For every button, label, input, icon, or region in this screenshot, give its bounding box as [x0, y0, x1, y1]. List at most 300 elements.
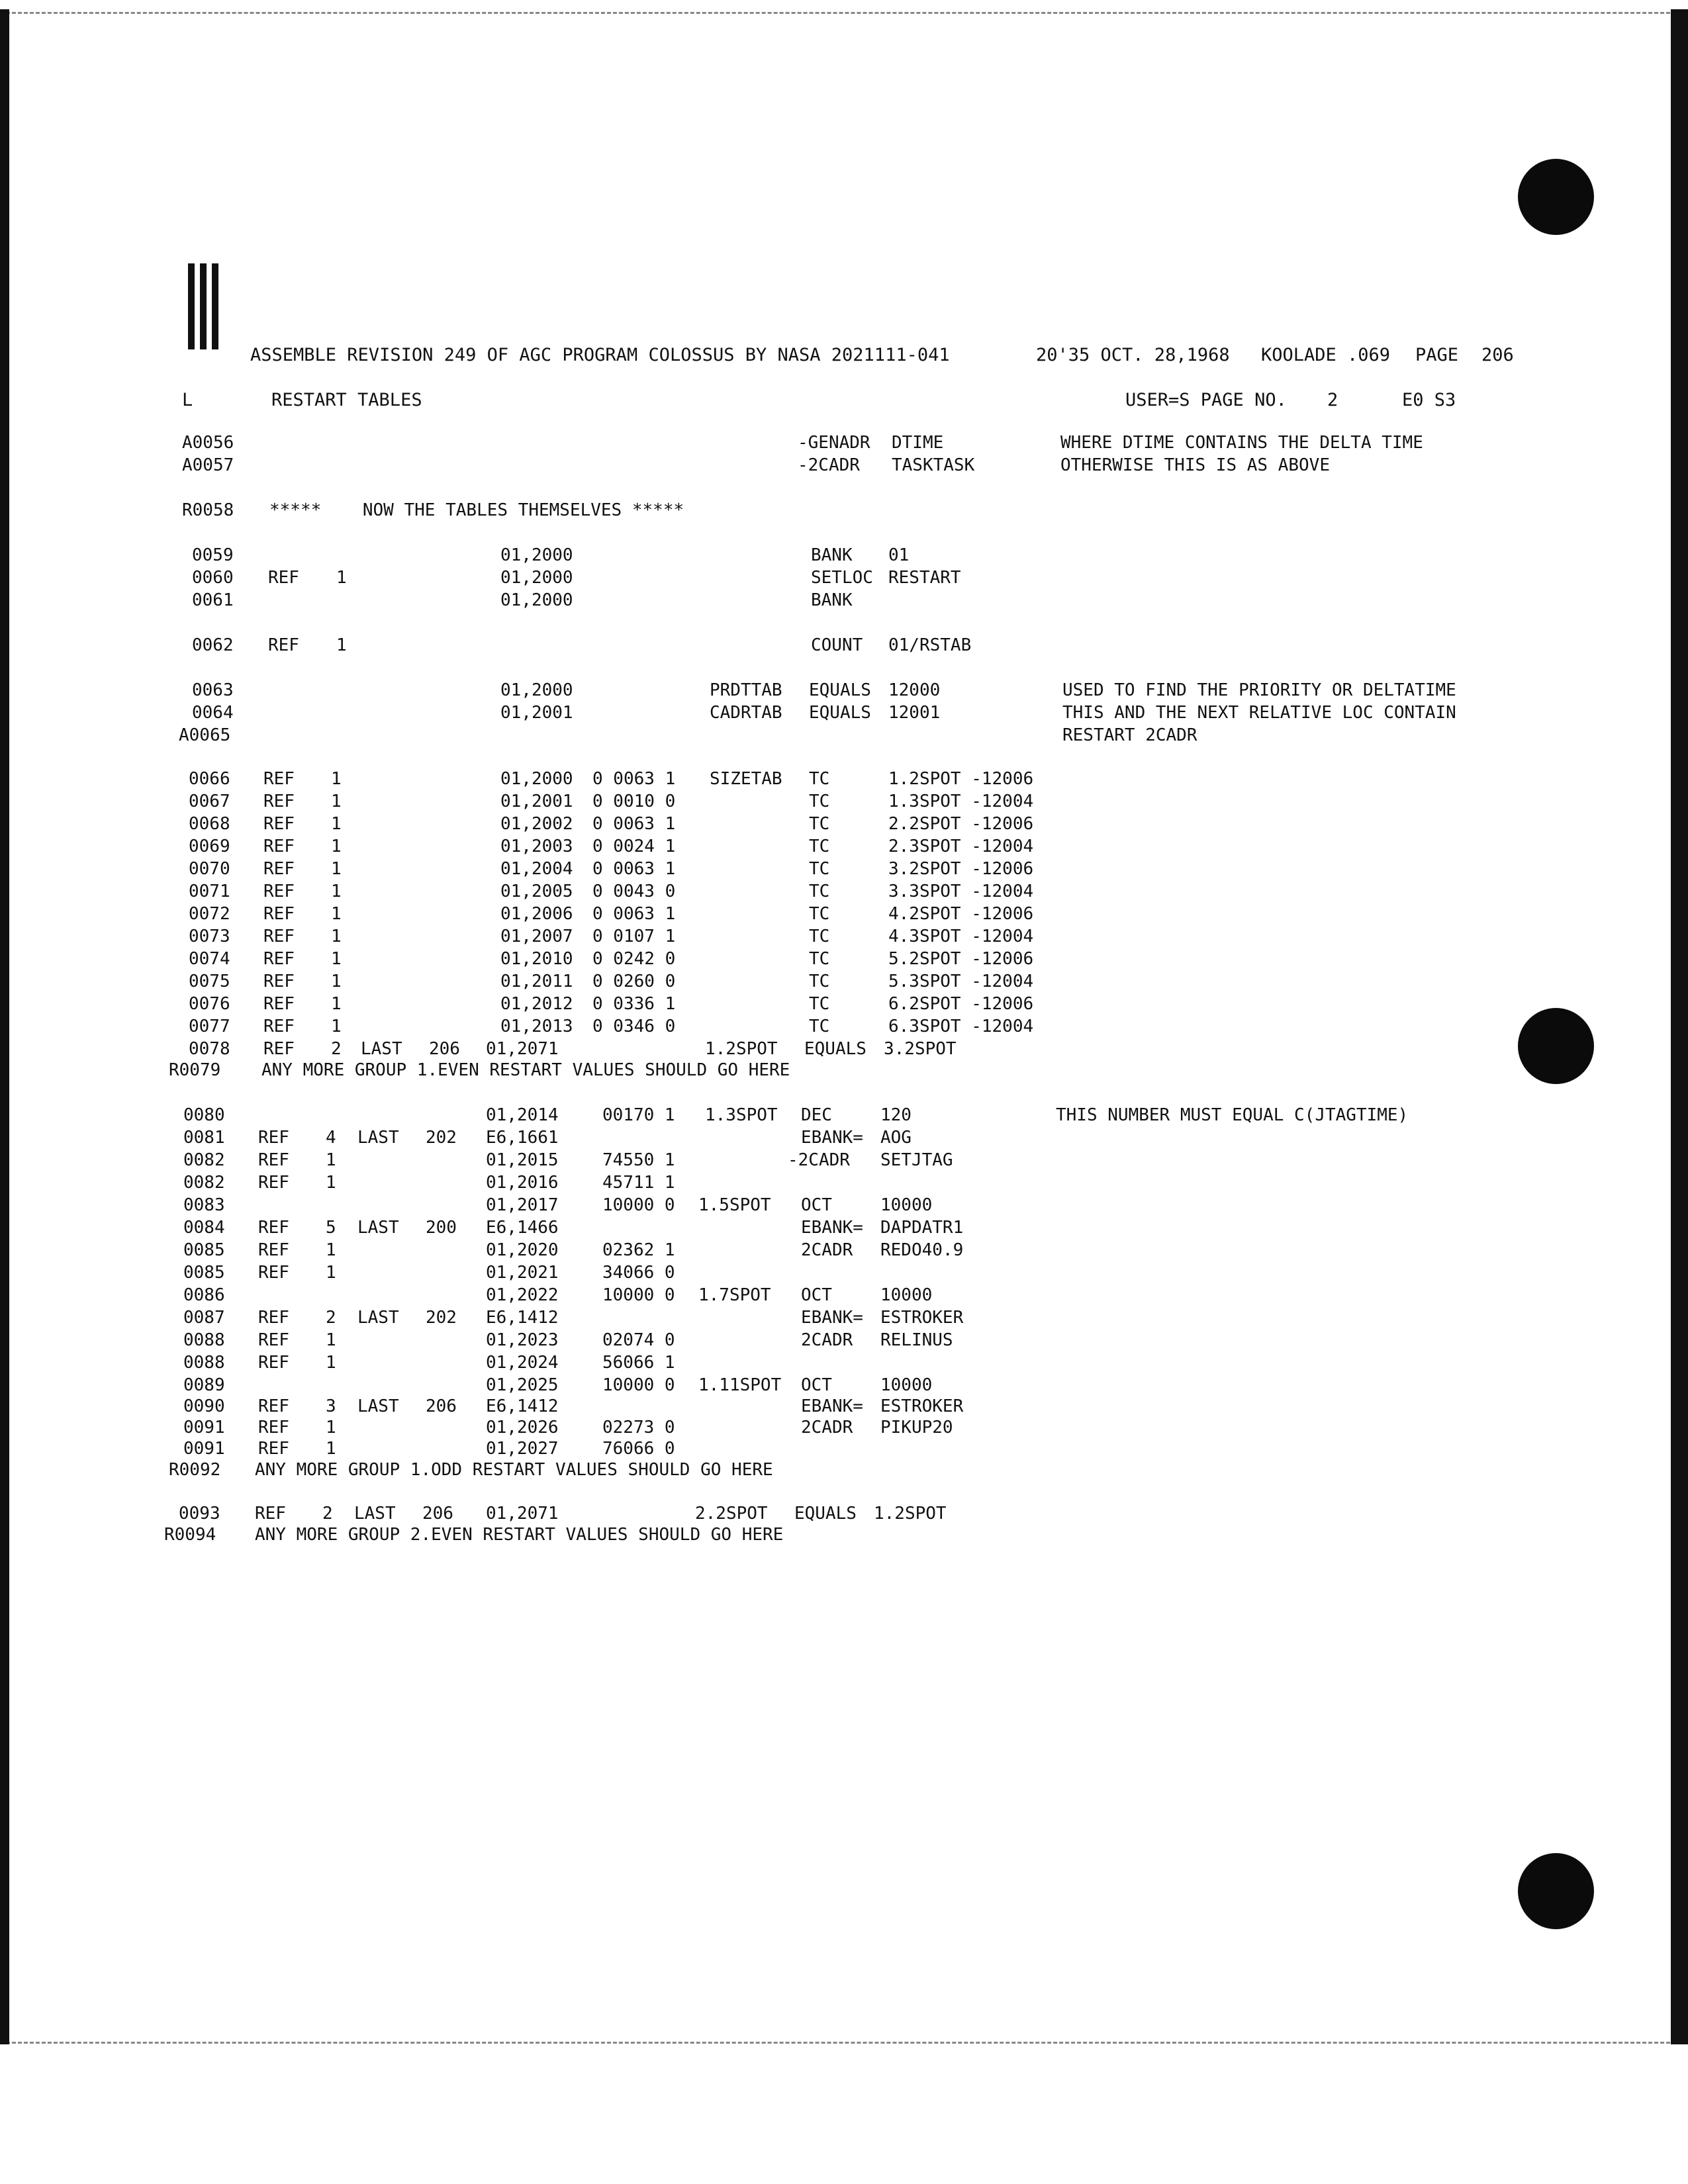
line-op: EBANK= — [801, 1128, 863, 1148]
line-op: 2CADR — [801, 1330, 853, 1350]
line-operand: 6.3SPOT -12004 — [888, 1017, 1034, 1036]
line-operand: 10000 — [880, 1195, 933, 1215]
line-text: ANY MORE GROUP 1.EVEN RESTART VALUES SHOULD GO HERE — [261, 1060, 790, 1080]
listing-timestamp: 20'35 OCT. 28,1968 — [1036, 345, 1230, 365]
line-op: 2CADR — [801, 1240, 853, 1260]
line-id: 0063 — [192, 680, 234, 700]
line-operand: ESTROKER — [880, 1396, 964, 1416]
listing-line — [0, 1459, 1688, 1481]
line-op: TC — [809, 927, 830, 946]
line-op: OCT — [801, 1285, 832, 1305]
line-lastnum: 206 — [429, 1039, 460, 1059]
line-loc: 01,2015 — [486, 1150, 559, 1170]
listing-line — [0, 925, 1688, 948]
punch-hole-top — [1518, 159, 1594, 235]
line-ref: REF — [263, 769, 295, 789]
line-ref: REF — [263, 859, 295, 879]
line-ref: REF — [263, 1017, 295, 1036]
line-op: TC — [809, 904, 830, 924]
line-operand: 10000 — [880, 1285, 933, 1305]
page-number: 206 — [1481, 345, 1514, 365]
line-id: 0073 — [189, 927, 230, 946]
line-code: 0 0063 1 — [592, 859, 676, 879]
line-ref: REF — [258, 1396, 289, 1416]
line-ref: REF — [258, 1240, 289, 1260]
line-id: 0074 — [189, 949, 230, 969]
line-loc: 01,2004 — [500, 859, 573, 879]
line-id: 0081 — [183, 1128, 225, 1148]
listing-line — [0, 1059, 1688, 1081]
line-id: 0091 — [183, 1418, 225, 1437]
line-operand: 3.2SPOT -12006 — [888, 859, 1034, 879]
listing-line — [0, 993, 1688, 1015]
listing-line — [0, 634, 1688, 657]
listing-line — [0, 948, 1688, 970]
listing-line — [0, 1171, 1688, 1194]
line-op: 2CADR — [801, 1418, 853, 1437]
listing-line — [0, 1038, 1688, 1060]
line-operand: PIKUP20 — [880, 1418, 953, 1437]
line-loc: 01,2006 — [500, 904, 573, 924]
line-operand: DAPDATR1 — [880, 1218, 964, 1238]
line-loc: 01,2010 — [500, 949, 573, 969]
line-operand: 120 — [880, 1105, 912, 1125]
line-id: 0082 — [183, 1173, 225, 1193]
line-code: 56066 1 — [602, 1353, 675, 1373]
line-operand: AOG — [880, 1128, 912, 1148]
line-id: 0071 — [189, 882, 230, 901]
line-code: 0 0043 0 — [592, 882, 676, 901]
line-loc: 01,2005 — [500, 882, 573, 901]
listing-line — [0, 1416, 1688, 1439]
listing-line — [0, 858, 1688, 880]
line-code: 10000 0 — [602, 1195, 675, 1215]
listing-line — [0, 499, 1688, 522]
line-loc: 01,2022 — [486, 1285, 559, 1305]
line-id: 0059 — [192, 545, 234, 565]
line-loc: 01,2000 — [500, 769, 573, 789]
line-label: 1.3SPOT — [705, 1105, 778, 1125]
line-op: TC — [809, 882, 830, 901]
listing-line — [0, 544, 1688, 567]
line-code: 0 0024 1 — [592, 837, 676, 856]
line-op: EBANK= — [801, 1218, 863, 1238]
line-label: 2.2SPOT — [695, 1504, 768, 1524]
line-loc: 01,2025 — [486, 1375, 559, 1395]
listing-line — [0, 903, 1688, 925]
line-loc: 01,2000 — [500, 568, 573, 588]
listing-line — [0, 1104, 1688, 1126]
line-code: 74550 1 — [602, 1150, 675, 1170]
user-page-code: E0 S3 — [1402, 390, 1456, 410]
line-loc: 01,2071 — [486, 1504, 559, 1524]
line-loc: 01,2000 — [500, 545, 573, 565]
line-refnum: 1 — [326, 1330, 336, 1350]
listing-title: ASSEMBLE REVISION 249 OF AGC PROGRAM COLOSSUS BY NASA 2021111-041 — [250, 345, 950, 365]
line-operand: TASKTASK — [892, 455, 975, 475]
listing-operator: KOOLADE .069 — [1261, 345, 1391, 365]
line-ref: REF — [258, 1353, 289, 1373]
line-refnum: 1 — [326, 1240, 336, 1260]
listing-line — [0, 1194, 1688, 1216]
line-code: 0 0063 1 — [592, 904, 676, 924]
line-label: 1.7SPOT — [698, 1285, 771, 1305]
line-op: TC — [809, 814, 830, 834]
listing-line — [0, 589, 1688, 612]
line-ref: REF — [258, 1418, 289, 1437]
line-loc: 01,2014 — [486, 1105, 559, 1125]
section-title: RESTART TABLES — [271, 390, 422, 410]
listing-line — [0, 1239, 1688, 1261]
line-id: 0090 — [183, 1396, 225, 1416]
line-refnum: 1 — [331, 792, 342, 811]
line-id: 0087 — [183, 1308, 225, 1328]
listing-line — [0, 1126, 1688, 1149]
line-loc: E6,1661 — [486, 1128, 559, 1148]
line-ref: REF — [258, 1218, 289, 1238]
line-ref: REF — [263, 994, 295, 1014]
line-lastnum: 206 — [422, 1504, 453, 1524]
line-ref: REF — [258, 1308, 289, 1328]
line-ref: REF — [258, 1173, 289, 1193]
line-label: 1.5SPOT — [698, 1195, 771, 1215]
line-refnum: 1 — [326, 1439, 336, 1459]
line-refnum: 1 — [326, 1418, 336, 1437]
listing-line — [0, 1015, 1688, 1038]
line-id: 0066 — [189, 769, 230, 789]
line-label: SIZETAB — [710, 769, 782, 789]
line-op: -GENADR — [798, 433, 870, 453]
line-id: 0078 — [189, 1039, 230, 1059]
line-op: -2CADR — [788, 1150, 850, 1170]
line-refnum: 1 — [326, 1150, 336, 1170]
line-operand: 1.2SPOT — [874, 1504, 947, 1524]
listing-line — [0, 1329, 1688, 1351]
line-refnum: 1 — [331, 972, 342, 991]
line-refnum: 1 — [331, 769, 342, 789]
line-loc: 01,2017 — [486, 1195, 559, 1215]
line-op: TC — [809, 769, 830, 789]
line-text: ***** NOW THE TABLES THEMSELVES ***** — [269, 500, 684, 520]
line-refnum: 1 — [326, 1353, 336, 1373]
line-refnum: 1 — [331, 814, 342, 834]
line-id: A0065 — [179, 725, 231, 745]
line-code: 00170 1 — [602, 1105, 675, 1125]
line-loc: 01,2007 — [500, 927, 573, 946]
line-id: 0068 — [189, 814, 230, 834]
line-label: CADRTAB — [710, 703, 782, 723]
line-operand: 6.2SPOT -12006 — [888, 994, 1034, 1014]
line-code: 0 0063 1 — [592, 814, 676, 834]
line-code: 02273 0 — [602, 1418, 675, 1437]
listing-line — [0, 1374, 1688, 1396]
line-id: A0056 — [182, 433, 234, 453]
line-loc: E6,1412 — [486, 1396, 559, 1416]
line-id: 0089 — [183, 1375, 225, 1395]
line-refnum: 1 — [331, 1017, 342, 1036]
line-loc: 01,2016 — [486, 1173, 559, 1193]
line-last: LAST — [357, 1396, 399, 1416]
line-loc: 01,2002 — [500, 814, 573, 834]
line-id: A0057 — [182, 455, 234, 475]
line-operand: 12001 — [888, 703, 941, 723]
line-code: 45711 1 — [602, 1173, 675, 1193]
line-op: TC — [809, 994, 830, 1014]
line-id: 0086 — [183, 1285, 225, 1305]
line-id: 0088 — [183, 1353, 225, 1373]
listing-line — [0, 567, 1688, 589]
line-operand: DTIME — [892, 433, 944, 453]
line-op: BANK — [811, 590, 853, 610]
line-operand: 2.3SPOT -12004 — [888, 837, 1034, 856]
line-operand: RELINUS — [880, 1330, 953, 1350]
line-code: 02362 1 — [602, 1240, 675, 1260]
line-code: 0 0063 1 — [592, 769, 676, 789]
line-refnum: 1 — [326, 1173, 336, 1193]
line-refnum: 5 — [326, 1218, 336, 1238]
line-refnum: 1 — [336, 568, 347, 588]
line-id: R0092 — [169, 1460, 221, 1480]
line-code: 0 0336 1 — [592, 994, 676, 1014]
listing-line — [0, 702, 1688, 724]
line-last: LAST — [354, 1504, 396, 1524]
line-ref: REF — [263, 949, 295, 969]
listing-line — [0, 790, 1688, 813]
line-refnum: 1 — [331, 837, 342, 856]
line-op: TC — [809, 792, 830, 811]
listing-line — [0, 724, 1688, 747]
line-operand: 1.3SPOT -12004 — [888, 792, 1034, 811]
line-loc: E6,1466 — [486, 1218, 559, 1238]
listing-line — [0, 454, 1688, 477]
line-loc: 01,2000 — [500, 590, 573, 610]
line-operand: SETJTAG — [880, 1150, 953, 1170]
line-loc: 01,2000 — [500, 680, 573, 700]
line-loc: 01,2021 — [486, 1263, 559, 1283]
line-operand: 2.2SPOT -12006 — [888, 814, 1034, 834]
line-lastnum: 200 — [426, 1218, 457, 1238]
line-last: LAST — [361, 1039, 402, 1059]
line-loc: E6,1412 — [486, 1308, 559, 1328]
line-refnum: 4 — [326, 1128, 336, 1148]
line-loc: 01,2026 — [486, 1418, 559, 1437]
line-code: 0 0260 0 — [592, 972, 676, 991]
line-loc: 01,2020 — [486, 1240, 559, 1260]
listing-line — [0, 432, 1688, 454]
line-id: 0064 — [192, 703, 234, 723]
line-id: R0094 — [164, 1525, 216, 1545]
line-loc: 01,2071 — [486, 1039, 559, 1059]
line-ref: REF — [263, 927, 295, 946]
line-refnum: 1 — [336, 635, 347, 655]
line-operand: 1.2SPOT -12006 — [888, 769, 1034, 789]
line-id: 0069 — [189, 837, 230, 856]
line-ref: REF — [255, 1504, 286, 1524]
line-ref: REF — [263, 904, 295, 924]
listing-line — [0, 813, 1688, 835]
line-op: OCT — [801, 1195, 832, 1215]
listing-line — [0, 1306, 1688, 1329]
line-operand: 3.3SPOT -12004 — [888, 882, 1034, 901]
line-code: 76066 0 — [602, 1439, 675, 1459]
line-operand: 10000 — [880, 1375, 933, 1395]
line-id: 0093 — [179, 1504, 220, 1524]
line-id: 0077 — [189, 1017, 230, 1036]
line-id: R0058 — [182, 500, 234, 520]
line-code: 34066 0 — [602, 1263, 675, 1283]
line-id: 0080 — [183, 1105, 225, 1125]
listing-line — [0, 1261, 1688, 1284]
line-ref: REF — [268, 635, 299, 655]
line-id: 0075 — [189, 972, 230, 991]
listing-line — [0, 768, 1688, 790]
line-ref: REF — [258, 1439, 289, 1459]
line-id: 0067 — [189, 792, 230, 811]
line-id: 0061 — [192, 590, 234, 610]
line-code: 02074 0 — [602, 1330, 675, 1350]
line-operand: REDO40.9 — [880, 1240, 964, 1260]
line-op: SETLOC — [811, 568, 873, 588]
line-loc: 01,2011 — [500, 972, 573, 991]
line-lastnum: 202 — [426, 1308, 457, 1328]
line-refnum: 2 — [322, 1504, 333, 1524]
line-op: EQUALS — [809, 703, 871, 723]
listing-line — [0, 1524, 1688, 1546]
line-label: 1.2SPOT — [705, 1039, 778, 1059]
line-refnum: 1 — [331, 859, 342, 879]
line-code: 0 0010 0 — [592, 792, 676, 811]
line-ref: REF — [263, 814, 295, 834]
line-last: LAST — [357, 1308, 399, 1328]
line-code: 10000 0 — [602, 1375, 675, 1395]
section-header — [0, 389, 1688, 412]
line-loc: 01,2023 — [486, 1330, 559, 1350]
page-edge-top — [0, 0, 1688, 14]
line-id: 0062 — [192, 635, 234, 655]
line-lastnum: 206 — [426, 1396, 457, 1416]
listing-header — [0, 344, 1688, 367]
line-loc: 01,2013 — [500, 1017, 573, 1036]
line-comment: THIS AND THE NEXT RELATIVE LOC CONTAIN — [1062, 703, 1456, 723]
punch-hole-bottom — [1518, 1853, 1594, 1929]
line-ref: REF — [263, 837, 295, 856]
line-operand: 01 — [888, 545, 910, 565]
line-operand: 5.3SPOT -12004 — [888, 972, 1034, 991]
line-refnum: 2 — [326, 1308, 336, 1328]
line-code: 0 0242 0 — [592, 949, 676, 969]
line-refnum: 1 — [331, 927, 342, 946]
line-loc: 01,2001 — [500, 792, 573, 811]
line-code: 10000 0 — [602, 1285, 675, 1305]
line-label: PRDTTAB — [710, 680, 782, 700]
line-op: TC — [809, 859, 830, 879]
line-operand: 01/RSTAB — [888, 635, 972, 655]
line-op: DEC — [801, 1105, 832, 1125]
line-id: 0072 — [189, 904, 230, 924]
line-refnum: 1 — [331, 994, 342, 1014]
line-comment: RESTART 2CADR — [1062, 725, 1197, 745]
listing-line — [0, 1437, 1688, 1460]
line-ref: REF — [258, 1330, 289, 1350]
line-loc: 01,2012 — [500, 994, 573, 1014]
line-id: 0082 — [183, 1150, 225, 1170]
line-id: 0070 — [189, 859, 230, 879]
line-last: LAST — [357, 1218, 399, 1238]
line-id: 0085 — [183, 1263, 225, 1283]
line-id: 0091 — [183, 1439, 225, 1459]
line-id: 0060 — [192, 568, 234, 588]
listing-line — [0, 1502, 1688, 1525]
line-op: BANK — [811, 545, 853, 565]
line-code: 0 0107 1 — [592, 927, 676, 946]
line-ref: REF — [258, 1263, 289, 1283]
line-operand: 5.2SPOT -12006 — [888, 949, 1034, 969]
line-refnum: 3 — [326, 1396, 336, 1416]
line-refnum: 1 — [326, 1263, 336, 1283]
listing-line — [0, 679, 1688, 702]
line-operand: 4.2SPOT -12006 — [888, 904, 1034, 924]
line-label: 1.11SPOT — [698, 1375, 782, 1395]
listing-line — [0, 1351, 1688, 1374]
line-op: TC — [809, 949, 830, 969]
line-id: 0084 — [183, 1218, 225, 1238]
line-loc: 01,2003 — [500, 837, 573, 856]
line-ref: REF — [263, 882, 295, 901]
line-op: COUNT — [811, 635, 863, 655]
listing-line — [0, 1395, 1688, 1418]
line-comment: THIS NUMBER MUST EQUAL C(JTAGTIME) — [1056, 1105, 1409, 1125]
line-loc: 01,2027 — [486, 1439, 559, 1459]
line-operand: RESTART — [888, 568, 961, 588]
listing-line — [0, 1149, 1688, 1171]
listing-line — [0, 970, 1688, 993]
line-operand: 3.2SPOT — [884, 1039, 957, 1059]
user-page-label: USER=S PAGE NO. — [1125, 390, 1287, 410]
line-text: ANY MORE GROUP 1.ODD RESTART VALUES SHOULD GO HERE — [255, 1460, 773, 1480]
line-text: ANY MORE GROUP 2.EVEN RESTART VALUES SHOULD GO HERE — [255, 1525, 784, 1545]
section-code: L — [182, 390, 193, 410]
line-id: 0083 — [183, 1195, 225, 1215]
line-ref: REF — [258, 1150, 289, 1170]
line-op: TC — [809, 837, 830, 856]
line-operand: ESTROKER — [880, 1308, 964, 1328]
line-refnum: 1 — [331, 904, 342, 924]
line-id: 0088 — [183, 1330, 225, 1350]
line-ref: REF — [263, 1039, 295, 1059]
listing-line — [0, 880, 1688, 903]
line-op: EQUALS — [794, 1504, 857, 1524]
binder-mark — [188, 263, 226, 349]
line-id: R0079 — [169, 1060, 221, 1080]
line-loc: 01,2024 — [486, 1353, 559, 1373]
line-operand: 4.3SPOT -12004 — [888, 927, 1034, 946]
line-op: TC — [809, 972, 830, 991]
line-ref: REF — [263, 972, 295, 991]
line-lastnum: 202 — [426, 1128, 457, 1148]
listing-line — [0, 835, 1688, 858]
line-comment: OTHERWISE THIS IS AS ABOVE — [1060, 455, 1330, 475]
line-refnum: 1 — [331, 882, 342, 901]
line-op: EBANK= — [801, 1396, 863, 1416]
line-refnum: 1 — [331, 949, 342, 969]
page-label: PAGE — [1415, 345, 1459, 365]
listing-line — [0, 1216, 1688, 1239]
line-comment: WHERE DTIME CONTAINS THE DELTA TIME — [1060, 433, 1423, 453]
line-loc: 01,2001 — [500, 703, 573, 723]
page-edge-bottom — [0, 2042, 1688, 2044]
line-id: 0085 — [183, 1240, 225, 1260]
line-op: EQUALS — [809, 680, 871, 700]
